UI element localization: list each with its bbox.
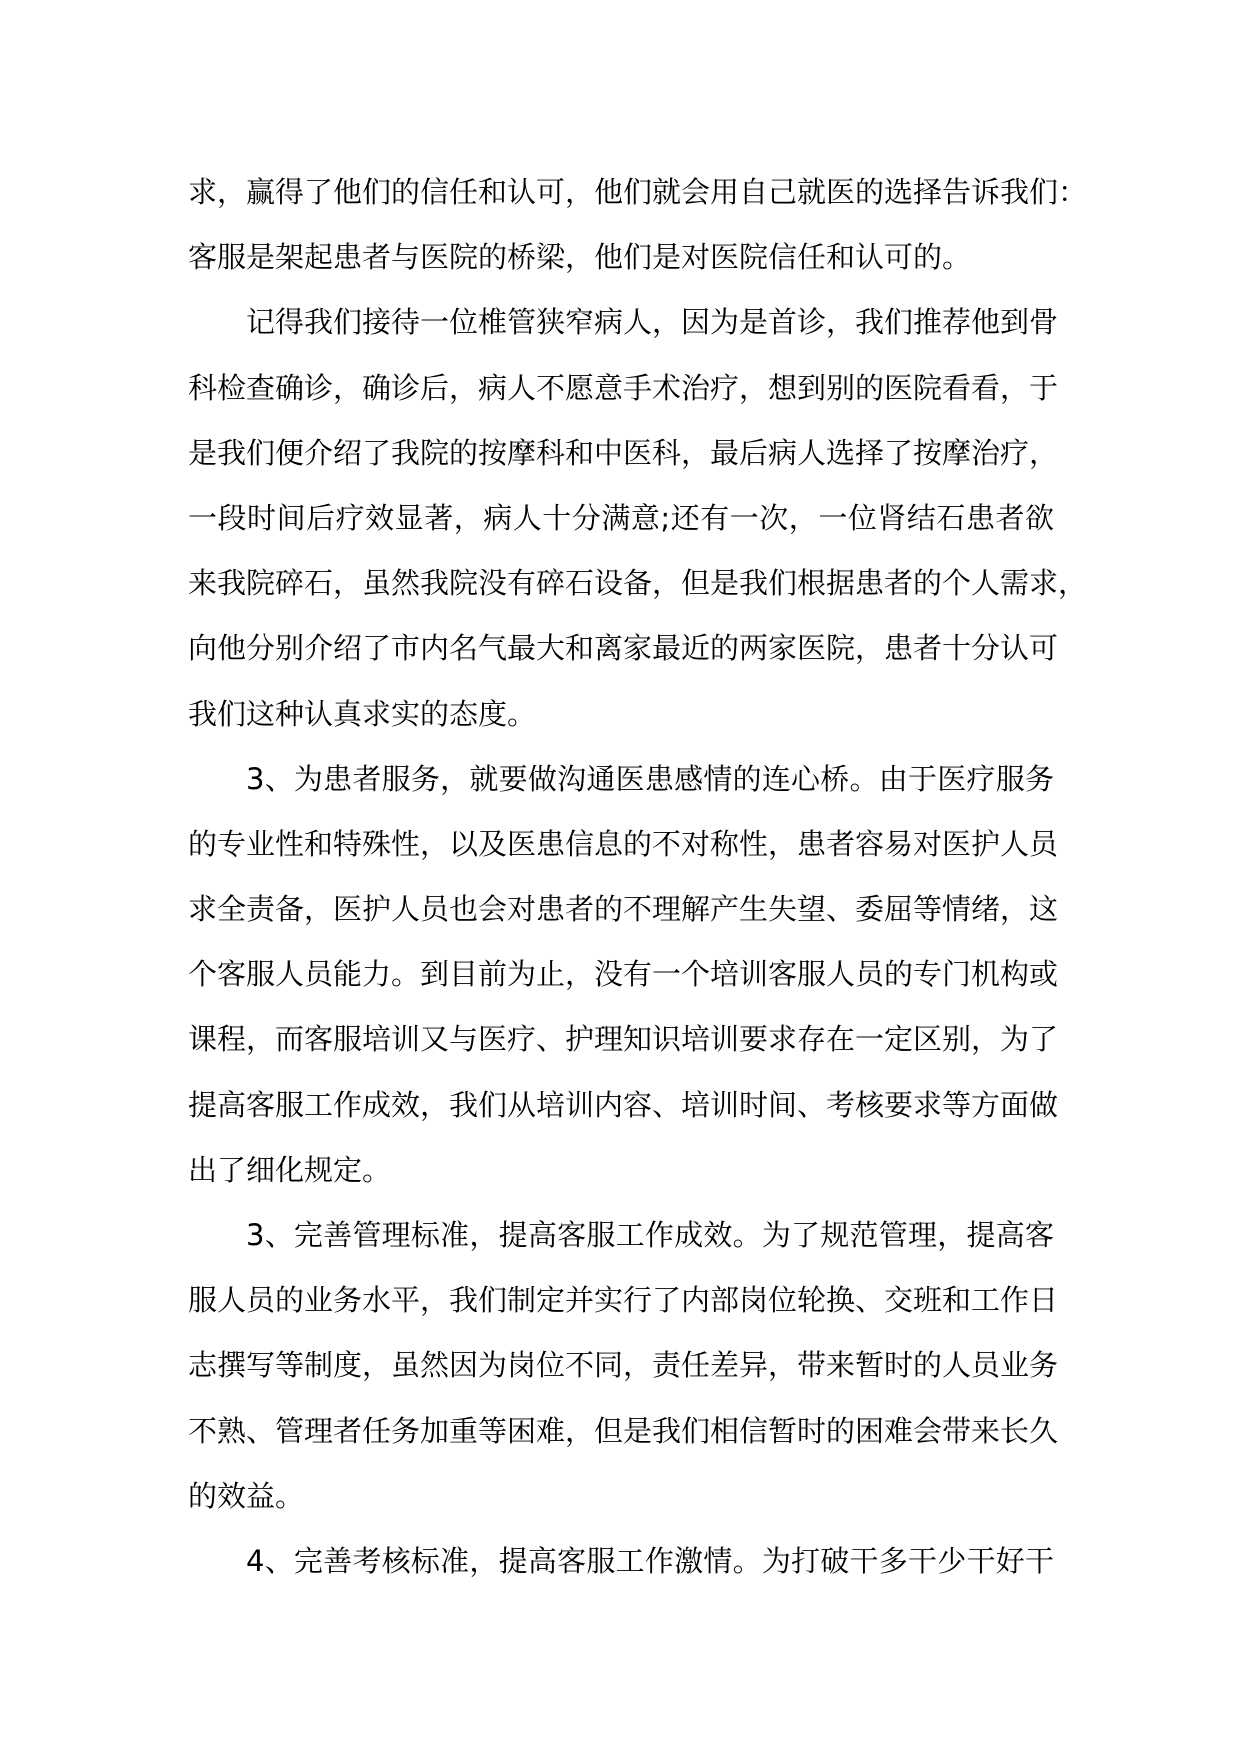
text-line: 向他分别介绍了市内名气最大和离家最近的两家医院，患者十分认可: [188, 631, 1059, 666]
text-line: 来我院碎石，虽然我院没有碎石设备，但是我们根据患者的个人需求，: [188, 566, 1088, 601]
text-line: 个客服人员能力。到目前为止，没有一个培训客服人员的专门机构或: [188, 957, 1059, 992]
text-line: 的专业性和特殊性，以及医患信息的不对称性，患者容易对医护人员: [188, 826, 1059, 861]
text-line: 服人员的业务水平，我们制定并实行了内部岗位轮换、交班和工作日: [188, 1283, 1059, 1318]
text-line: 志撰写等制度，虽然因为岗位不同，责任差异，带来暂时的人员业务: [188, 1348, 1059, 1383]
text-line: 3、为患者服务，就要做沟通医患感情的连心桥。由于医疗服务: [246, 761, 1054, 796]
text-line: 的效益。: [188, 1478, 305, 1513]
text-line: 课程，而客服培训又与医疗、护理知识培训要求存在一定区别，为了: [188, 1022, 1059, 1057]
text-line: 出了细化规定。: [188, 1152, 392, 1187]
text-line: 我们这种认真求实的态度。: [188, 696, 537, 731]
text-line: 一段时间后疗效显著，病人十分满意;还有一次，一位肾结石患者欲: [188, 500, 1054, 535]
text-line: 不熟、管理者任务加重等困难，但是我们相信暂时的困难会带来长久: [188, 1413, 1059, 1448]
text-line: 4、完善考核标准，提高客服工作激情。为打破干多干少干好干: [246, 1543, 1054, 1578]
text-line: 求全责备，医护人员也会对患者的不理解产生失望、委屈等情绪，这: [188, 892, 1059, 927]
text-line: 提高客服工作成效，我们从培训内容、培训时间、考核要求等方面做: [188, 1087, 1059, 1122]
text-line: 是我们便介绍了我院的按摩科和中医科，最后病人选择了按摩治疗，: [188, 435, 1059, 470]
text-line: 科检查确诊，确诊后，病人不愿意手术治疗，想到别的医院看看，于: [188, 370, 1059, 405]
text-line: 记得我们接待一位椎管狭窄病人，因为是首诊，我们推荐他到骨: [246, 305, 1059, 340]
document-body: [188, 160, 1088, 1594]
text-line: 3、完善管理标准，提高客服工作成效。为了规范管理，提高客: [246, 1218, 1054, 1252]
text-line: 求，赢得了他们的信任和认可，他们就会用自己就医的选择告诉我们：: [188, 175, 1088, 209]
text-line: 客服是架起患者与医院的桥梁，他们是对医院信任和认可的。: [188, 240, 972, 275]
